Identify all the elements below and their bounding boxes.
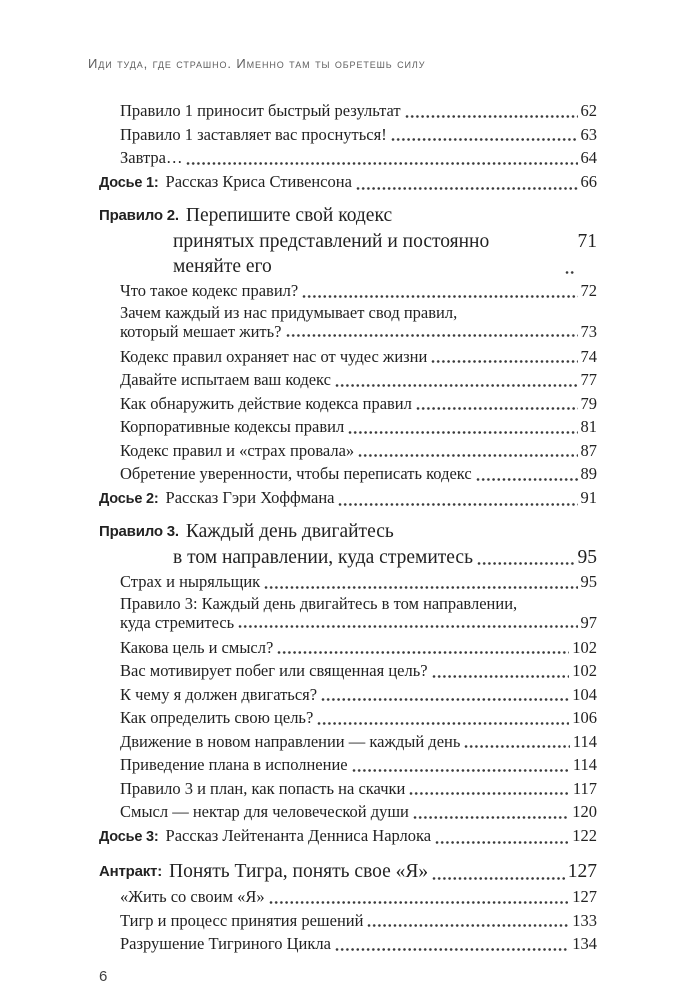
toc-interlude-entry xyxy=(99,859,597,885)
dotted-leader xyxy=(321,697,569,702)
dotted-leader xyxy=(416,406,578,411)
entry-title: Рассказ Криса Стивенсона xyxy=(165,171,352,191)
entry-title: Давайте испытаем ваш кодекс xyxy=(120,370,331,389)
dotted-leader xyxy=(409,791,570,796)
interlude-label: Антракт: xyxy=(99,863,162,880)
entry-page-number: 134 xyxy=(572,934,597,953)
dotted-leader xyxy=(317,721,569,726)
toc-dossier-entry xyxy=(99,170,597,196)
entry-page-number: 72 xyxy=(580,281,597,300)
dotted-leader xyxy=(335,947,569,952)
dotted-leader xyxy=(302,294,577,299)
dotted-leader xyxy=(391,137,578,142)
entry-page-number: 127 xyxy=(572,887,597,906)
entry-page-number: 73 xyxy=(580,322,597,341)
chapter-label: Правило 2. xyxy=(99,207,179,224)
entry-title: «Жить со своим «Я» xyxy=(120,887,265,906)
toc-entry xyxy=(99,303,597,342)
toc-entry xyxy=(99,706,597,730)
entry-page-number: 77 xyxy=(580,370,597,389)
entry-page-number: 102 xyxy=(572,637,597,657)
chapter-title-line1 xyxy=(99,519,597,545)
toc-entry xyxy=(99,415,597,439)
entry-page-number: 120 xyxy=(572,802,597,821)
dotted-leader xyxy=(264,585,577,590)
chapter-title-continued: принятых представлений и постоянно меняйте его xyxy=(173,231,490,277)
chapter-label: Правило 3. xyxy=(99,523,179,540)
entry-title: Рассказ Лейтенанта Денниса Нарлока xyxy=(165,825,432,845)
dotted-leader xyxy=(358,453,577,458)
dotted-leader xyxy=(186,161,577,166)
entry-page-number: 133 xyxy=(572,910,597,930)
entry-title: Корпоративные кодексы правил xyxy=(120,417,345,436)
toc-entry xyxy=(99,462,597,486)
running-header: Иди туда, где страшно. Именно там ты обретешь силу xyxy=(88,56,426,71)
entry-title: Правило 3 и план, как попасть на скачки xyxy=(120,778,406,798)
entry-title: Кодекс правил и «страх провала» xyxy=(120,440,355,460)
entry-page-number: 95 xyxy=(577,547,597,568)
dotted-leader xyxy=(356,186,578,191)
dotted-leader xyxy=(405,114,578,119)
chapter-title-line2 xyxy=(99,229,597,279)
toc-entry xyxy=(99,885,597,909)
toc-entry xyxy=(99,123,597,147)
chapter-title-line1 xyxy=(99,203,597,229)
entry-page-number: 79 xyxy=(580,393,597,413)
toc-entry xyxy=(99,932,597,956)
entry-page-number: 87 xyxy=(580,440,597,460)
entry-title: Рассказ Гэри Хоффмана xyxy=(165,487,335,507)
dotted-leader xyxy=(335,383,578,388)
entry-title: Разрушение Тигриного Цикла xyxy=(120,934,331,953)
toc-entry xyxy=(99,439,597,463)
entry-title-line1: Правило 3: Каждый день двигайтесь в том направлении, xyxy=(120,593,518,613)
entry-page-number: 127 xyxy=(567,861,597,882)
entry-page-number: 71 xyxy=(577,231,597,252)
entry-title: Что такое кодекс правил? xyxy=(120,281,299,300)
toc-entry xyxy=(99,345,597,369)
entry-page-number: 66 xyxy=(580,171,597,191)
entry-page-number: 91 xyxy=(580,487,597,507)
entry-title: Вас мотивирует побег или священная цель? xyxy=(120,661,428,680)
chapter-title-line2 xyxy=(99,545,597,570)
entry-page-number: 63 xyxy=(580,124,597,144)
entry-page-number: 89 xyxy=(580,464,597,483)
entry-page-number: 104 xyxy=(572,684,597,704)
entry-title: Правило 1 заставляет вас проснуться! xyxy=(120,124,387,144)
dotted-leader xyxy=(476,477,578,482)
entry-title-continued: куда стремитесь xyxy=(120,613,235,632)
entry-title: К чему я должен двигаться? xyxy=(120,684,318,704)
entry-title: Страх и ныряльщик xyxy=(120,572,261,591)
entry-title: Движение в новом направлении — каждый день xyxy=(120,731,461,751)
dotted-leader xyxy=(477,561,575,566)
entry-page-number: 95 xyxy=(580,572,597,591)
entry-page-number: 81 xyxy=(580,417,597,436)
dotted-leader xyxy=(352,768,570,773)
toc-entry xyxy=(99,777,597,801)
dotted-leader xyxy=(238,624,577,629)
entry-page-number: 114 xyxy=(572,755,597,774)
toc-entry xyxy=(99,753,597,777)
chapter-title: Каждый день двигайтесь xyxy=(185,521,394,542)
chapter-title-continued: в том направлении, куда стремитесь xyxy=(173,547,473,568)
entry-title: Как определить свою цель? xyxy=(120,708,314,727)
dotted-leader xyxy=(367,923,569,928)
entry-title: Правило 1 приносит быстрый результат xyxy=(120,101,401,120)
entry-title: Обретение уверенности, чтобы переписать кодекс xyxy=(120,464,472,483)
dotted-leader xyxy=(286,333,578,338)
interlude-title: Понять Тигра, понять свое «Я» xyxy=(169,861,429,882)
toc-entry xyxy=(99,800,597,824)
entry-title: Завтра… xyxy=(120,148,183,167)
entry-title-line1: Зачем каждый из нас придумывает свод правил, xyxy=(120,302,458,322)
toc-entry xyxy=(99,594,597,633)
toc-chapter-entry xyxy=(99,203,597,279)
toc-entry xyxy=(99,146,597,170)
dotted-leader xyxy=(464,744,569,749)
dossier-label: Досье 3: xyxy=(99,828,159,845)
table-of-contents xyxy=(99,99,597,956)
dotted-leader xyxy=(435,840,569,845)
entry-page-number: 74 xyxy=(580,346,597,366)
entry-title: Тигр и процесс принятия решений xyxy=(120,910,364,930)
dotted-leader xyxy=(431,359,577,364)
dotted-leader xyxy=(348,430,577,435)
toc-chapter-entry xyxy=(99,519,597,570)
entry-page-number: 114 xyxy=(572,731,597,751)
entry-title-line2 xyxy=(120,613,597,633)
dotted-leader xyxy=(413,815,569,820)
toc-entry xyxy=(99,368,597,392)
entry-page-number: 64 xyxy=(580,148,597,167)
toc-entry xyxy=(99,636,597,660)
entry-page-number: 122 xyxy=(572,825,597,845)
entry-page-number: 106 xyxy=(572,708,597,727)
toc-entry xyxy=(99,683,597,707)
dotted-leader xyxy=(277,650,569,655)
toc-entry xyxy=(99,730,597,754)
toc-dossier-entry xyxy=(99,824,597,850)
toc-entry xyxy=(99,279,597,303)
dotted-leader xyxy=(432,674,570,679)
toc-entry xyxy=(99,99,597,123)
toc-entry xyxy=(99,570,597,594)
dotted-leader xyxy=(432,876,565,881)
dotted-leader xyxy=(338,502,577,507)
dossier-label: Досье 2: xyxy=(99,490,159,507)
entry-title: Смысл — нектар для человеческой души xyxy=(120,802,409,821)
toc-dossier-entry xyxy=(99,486,597,512)
entry-page-number: 62 xyxy=(580,101,597,120)
entry-title: Кодекс правил охраняет нас от чудес жизни xyxy=(120,346,428,366)
page-number: 6 xyxy=(99,967,108,985)
chapter-title: Перепишите свой кодекс xyxy=(185,205,393,226)
entry-title-line2 xyxy=(120,322,597,342)
entry-title-continued: который мешает жить? xyxy=(120,322,282,341)
toc-entry xyxy=(99,909,597,933)
toc-entry xyxy=(99,392,597,416)
entry-page-number: 97 xyxy=(580,613,597,632)
entry-title: Приведение плана в исполнение xyxy=(120,755,348,774)
entry-title: Какова цель и смысл? xyxy=(120,637,274,657)
dossier-label: Досье 1: xyxy=(99,174,159,191)
toc-entry xyxy=(99,659,597,683)
entry-page-number: 117 xyxy=(572,778,597,798)
dotted-leader xyxy=(565,270,575,275)
entry-page-number: 102 xyxy=(572,661,597,680)
entry-title: Как обнаружить действие кодекса правил xyxy=(120,393,412,413)
dotted-leader xyxy=(269,900,570,905)
